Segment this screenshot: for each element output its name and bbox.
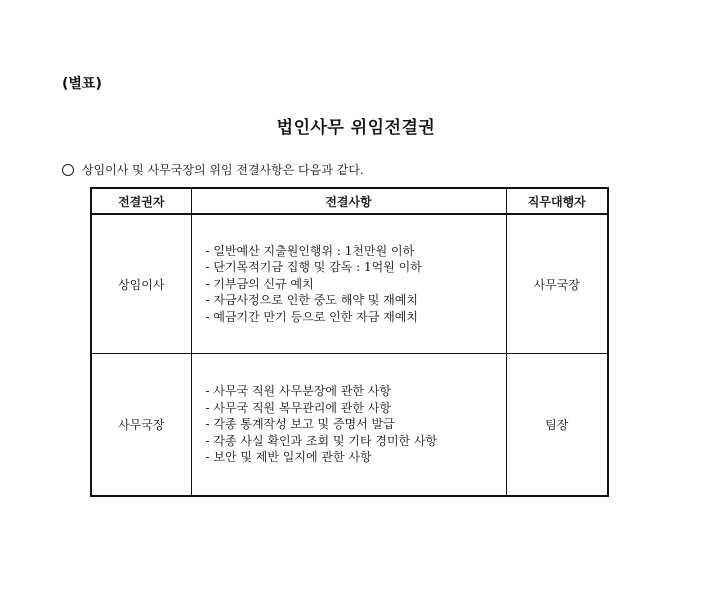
header-acting: 직무대행자 [506, 188, 608, 214]
items-cell [191, 354, 506, 497]
page-title: 법인사무 위임전결권 [276, 118, 436, 138]
circle-bullet-icon [62, 164, 74, 176]
intro-paragraph [62, 161, 364, 178]
intro-text: 상임이사 및 사무국장의 위임 전결사항은 다음과 같다. [82, 163, 364, 177]
annex-label: (별표) [62, 76, 102, 92]
list-item: - 각종 통계작성 보고 및 증명서 발급 [205, 417, 395, 432]
authority-cell: 상임이사 [91, 214, 191, 354]
list-item: - 기부금의 신규 예치 [205, 276, 314, 291]
header-authority: 전결권자 [91, 188, 191, 214]
list-item: - 보안 및 제반 일지에 관한 사항 [205, 450, 372, 465]
list-item: - 단기목적기금 집행 및 감독 : 1억원 이하 [205, 260, 422, 275]
item-list [206, 243, 506, 326]
list-item: - 자금사정으로 인한 중도 해약 및 재예치 [205, 293, 418, 308]
authority-cell: 사무국장 [91, 354, 191, 497]
delegation-table [90, 187, 609, 497]
list-item: - 일반예산 지출원인행위 : 1천만원 이하 [205, 243, 415, 258]
table-row [91, 354, 608, 497]
acting-cell: 팀장 [506, 354, 608, 497]
table-row [91, 214, 608, 354]
list-item: - 예금기간 만기 등으로 인한 자금 재예치 [205, 309, 418, 324]
items-cell [191, 214, 506, 354]
list-item: - 각종 사실 확인과 조회 및 기타 경미한 사항 [205, 433, 438, 448]
list-item: - 사무국 직원 복무관리에 관한 사항 [205, 400, 391, 415]
header-items: 전결사항 [191, 188, 506, 214]
list-item: - 사무국 직원 사무분장에 관한 사항 [205, 384, 391, 399]
item-list [206, 383, 506, 466]
table-header-row [91, 188, 608, 214]
acting-cell: 사무국장 [506, 214, 608, 354]
